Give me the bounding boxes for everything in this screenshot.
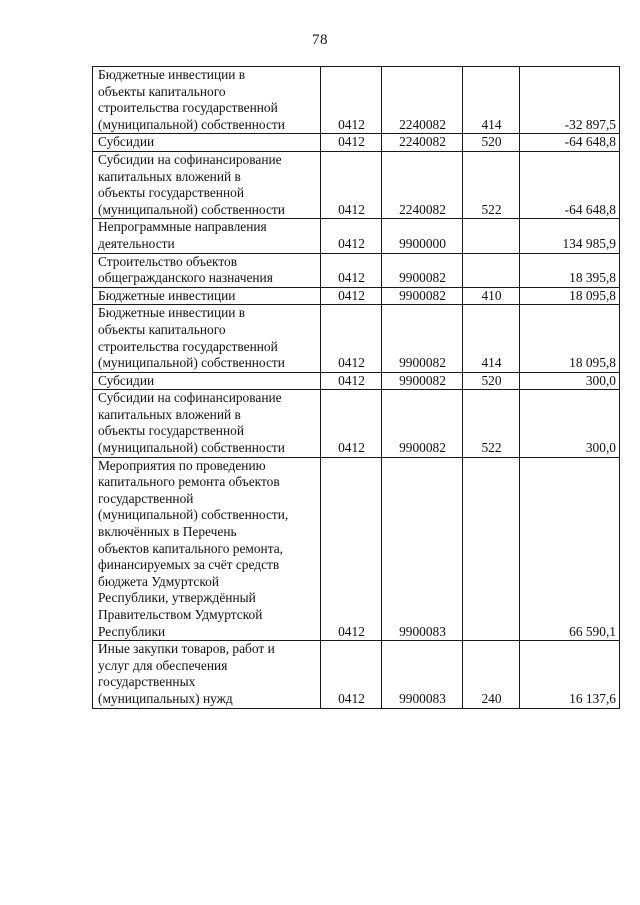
table-row bbox=[93, 151, 620, 218]
table-row bbox=[93, 134, 620, 152]
target-article-cell: 2240082 bbox=[382, 134, 463, 152]
table-row bbox=[93, 372, 620, 390]
row-name-line: строительства государственной bbox=[98, 100, 278, 116]
row-name-cell bbox=[93, 253, 321, 287]
target-article-cell: 2240082 bbox=[382, 67, 463, 134]
row-name-line: Субсидии на софинансирование bbox=[98, 390, 282, 406]
expense-type-cell: 414 bbox=[463, 67, 520, 134]
row-name-line: капитальных вложений в bbox=[98, 406, 241, 422]
row-name-line: объекты государственной bbox=[98, 185, 245, 201]
row-name-line: Бюджетные инвестиции в bbox=[98, 67, 246, 82]
row-name-cell bbox=[93, 372, 321, 390]
row-name-line: услуг для обеспечения bbox=[98, 657, 228, 673]
row-name-line: (муниципальной) собственности bbox=[98, 116, 285, 132]
row-name-cell bbox=[93, 287, 321, 305]
row-name-line: Непрограммные направления bbox=[98, 219, 267, 235]
row-name-cell bbox=[93, 305, 321, 372]
row-name-line: Республики bbox=[98, 623, 166, 639]
table-row bbox=[93, 219, 620, 253]
row-name-cell bbox=[93, 151, 321, 218]
row-name-line: Правительством Удмуртской bbox=[98, 607, 263, 622]
amount-cell: 18 395,8 bbox=[520, 253, 620, 287]
row-name-cell bbox=[93, 134, 321, 152]
row-name-cell bbox=[93, 390, 321, 457]
expense-type-cell: 240 bbox=[463, 641, 520, 708]
row-name-line: (муниципальной) собственности bbox=[98, 201, 285, 217]
expense-type-cell bbox=[463, 457, 520, 641]
budget-table bbox=[92, 66, 620, 709]
row-name-cell bbox=[93, 219, 321, 253]
amount-cell: 66 590,1 bbox=[520, 457, 620, 641]
row-name-line: включённых в Перечень bbox=[98, 524, 237, 540]
target-article-cell: 9900082 bbox=[382, 305, 463, 372]
amount-cell: 134 985,9 bbox=[520, 219, 620, 253]
row-name-line: Субсидии на софинансирование bbox=[98, 151, 282, 167]
row-name-line: государственной bbox=[98, 490, 194, 506]
expense-type-cell bbox=[463, 219, 520, 253]
amount-cell: -32 897,5 bbox=[520, 67, 620, 134]
section-code-cell: 0412 bbox=[321, 372, 382, 390]
expense-type-cell bbox=[463, 253, 520, 287]
target-article-cell: 2240082 bbox=[382, 151, 463, 218]
row-name-line: бюджета Удмуртской bbox=[98, 573, 220, 589]
target-article-cell: 9900082 bbox=[382, 253, 463, 287]
row-name-line: Строительство объектов bbox=[98, 253, 238, 269]
amount-cell: 16 137,6 bbox=[520, 641, 620, 708]
expense-type-cell: 520 bbox=[463, 134, 520, 152]
amount-cell: 18 095,8 bbox=[520, 305, 620, 372]
row-name-line: капитальных вложений в bbox=[98, 168, 241, 184]
amount-cell: 300,0 bbox=[520, 372, 620, 390]
table-row bbox=[93, 641, 620, 708]
row-name-cell bbox=[93, 641, 321, 708]
row-name-line: Субсидии bbox=[98, 134, 155, 150]
table-row bbox=[93, 305, 620, 372]
page-number: 78 bbox=[312, 32, 328, 48]
section-code-cell: 0412 bbox=[321, 151, 382, 218]
row-name-line: Бюджетные инвестиции bbox=[98, 287, 236, 303]
row-name-line: (муниципальной) собственности, bbox=[98, 507, 289, 523]
row-name-line: (муниципальной) собственности bbox=[98, 440, 285, 456]
budget-table-body bbox=[93, 67, 620, 709]
table-row bbox=[93, 390, 620, 457]
section-code-cell: 0412 bbox=[321, 641, 382, 708]
section-code-cell: 0412 bbox=[321, 253, 382, 287]
row-name-line: объекты государственной bbox=[98, 423, 245, 439]
section-code-cell: 0412 bbox=[321, 457, 382, 641]
row-name-line: Субсидии bbox=[98, 372, 155, 388]
row-name-line: деятельности bbox=[98, 235, 175, 251]
row-name-line: капитального ремонта объектов bbox=[98, 474, 280, 490]
expense-type-cell: 522 bbox=[463, 390, 520, 457]
row-name-line: объектов капитального ремонта, bbox=[98, 540, 284, 556]
target-article-cell: 9900082 bbox=[382, 372, 463, 390]
expense-type-cell: 410 bbox=[463, 287, 520, 305]
row-name-line: строительства государственной bbox=[98, 338, 278, 354]
row-name-line: объекты капитального bbox=[98, 321, 226, 337]
row-name-line: общегражданского назначения bbox=[98, 270, 273, 286]
section-code-cell: 0412 bbox=[321, 305, 382, 372]
row-name-line: объекты капитального bbox=[98, 83, 226, 99]
row-name-line: государственных bbox=[98, 674, 196, 690]
row-name-line: Республики, утверждённый bbox=[98, 590, 256, 606]
amount-cell: -64 648,8 bbox=[520, 151, 620, 218]
target-article-cell: 9900083 bbox=[382, 457, 463, 641]
target-article-cell: 9900083 bbox=[382, 641, 463, 708]
target-article-cell: 9900082 bbox=[382, 390, 463, 457]
row-name-line: (муниципальной) собственности bbox=[98, 355, 285, 371]
section-code-cell: 0412 bbox=[321, 287, 382, 305]
target-article-cell: 9900000 bbox=[382, 219, 463, 253]
expense-type-cell: 414 bbox=[463, 305, 520, 372]
section-code-cell: 0412 bbox=[321, 390, 382, 457]
target-article-cell: 9900082 bbox=[382, 287, 463, 305]
row-name-cell bbox=[93, 67, 321, 134]
row-name-line: Мероприятия по проведению bbox=[98, 457, 266, 473]
row-name-line: (муниципальных) нужд bbox=[98, 690, 233, 706]
section-code-cell: 0412 bbox=[321, 134, 382, 152]
row-name-line: Иные закупки товаров, работ и bbox=[98, 641, 275, 657]
section-code-cell: 0412 bbox=[321, 219, 382, 253]
expense-type-cell: 522 bbox=[463, 151, 520, 218]
amount-cell: 18 095,8 bbox=[520, 287, 620, 305]
row-name-line: финансируемых за счёт средств bbox=[98, 557, 280, 573]
table-row bbox=[93, 457, 620, 641]
expense-type-cell: 520 bbox=[463, 372, 520, 390]
amount-cell: -64 648,8 bbox=[520, 134, 620, 152]
table-row bbox=[93, 287, 620, 305]
table-row bbox=[93, 253, 620, 287]
row-name-cell bbox=[93, 457, 321, 641]
table-row bbox=[93, 67, 620, 134]
amount-cell: 300,0 bbox=[520, 390, 620, 457]
row-name-line: Бюджетные инвестиции в bbox=[98, 305, 246, 321]
section-code-cell: 0412 bbox=[321, 67, 382, 134]
